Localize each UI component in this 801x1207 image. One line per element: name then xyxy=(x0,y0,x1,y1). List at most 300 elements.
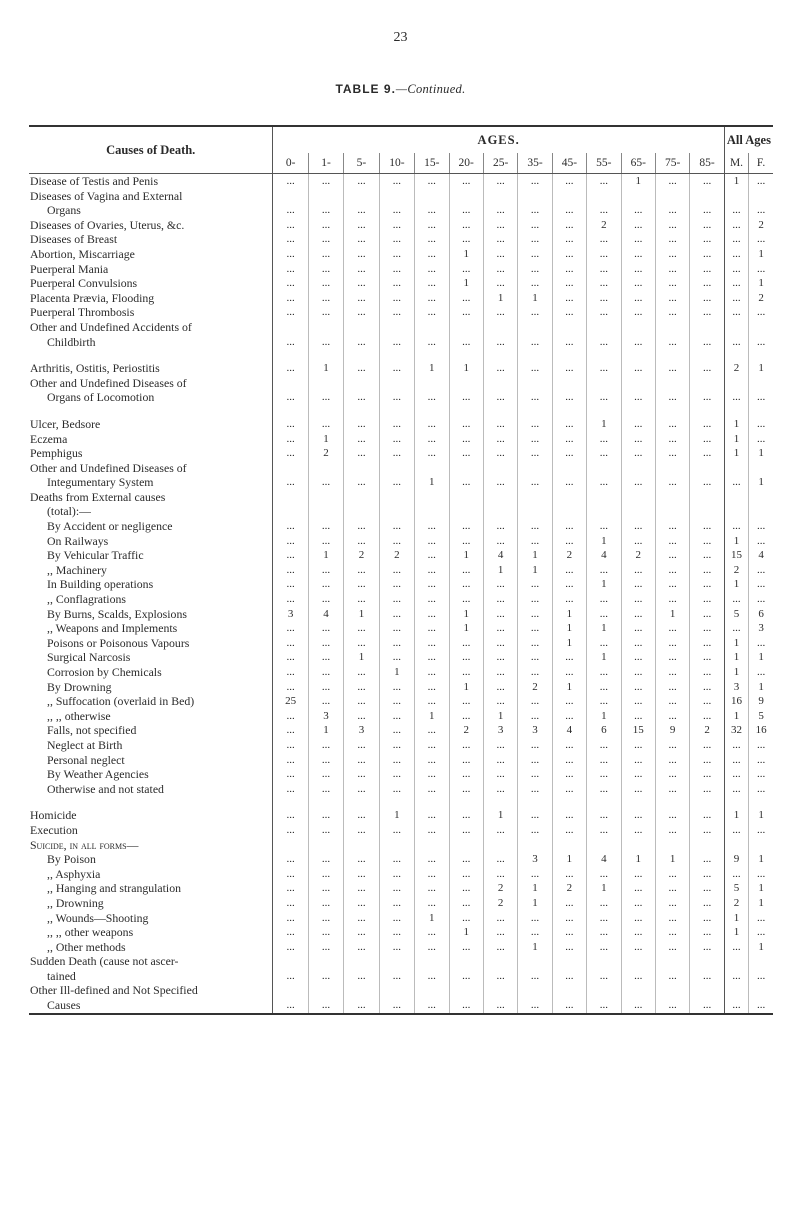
age-count-cell: ... xyxy=(621,607,655,622)
age-count-cell: ... xyxy=(552,247,586,262)
empty-cell xyxy=(273,504,308,519)
age-count-cell: ... xyxy=(518,808,552,823)
male-total-cell: 9 xyxy=(724,852,748,867)
age-count-cell: ... xyxy=(552,534,586,549)
age-count-cell: ... xyxy=(518,925,552,940)
age-count-cell: ... xyxy=(518,782,552,797)
empty-cell xyxy=(449,983,483,998)
age-count-cell: 1 xyxy=(449,680,483,695)
age-count-cell: ... xyxy=(552,823,586,838)
empty-cell xyxy=(552,461,586,476)
empty-cell xyxy=(552,954,586,969)
age-count-cell: ... xyxy=(690,174,725,189)
age-count-cell: ... xyxy=(449,782,483,797)
female-total-cell: 16 xyxy=(749,723,773,738)
age-count-cell: ... xyxy=(655,247,689,262)
age-count-cell: ... xyxy=(655,475,689,490)
age-count-cell: ... xyxy=(344,709,379,724)
age-count-cell: ... xyxy=(587,896,621,911)
age-count-cell: ... xyxy=(655,911,689,926)
empty-cell xyxy=(449,504,483,519)
age-count-cell: ... xyxy=(690,432,725,447)
age-count-cell: ... xyxy=(621,753,655,768)
table-row xyxy=(29,218,773,233)
spacer-row xyxy=(29,405,773,417)
age-count-cell: ... xyxy=(518,203,552,218)
age-count-cell: ... xyxy=(621,636,655,651)
empty-cell xyxy=(621,838,655,853)
male-total-cell: ... xyxy=(724,823,748,838)
age-count-cell: ... xyxy=(379,577,414,592)
table-row xyxy=(29,247,773,262)
age-count-cell: ... xyxy=(415,823,449,838)
cause-label: Organs of Locomotion xyxy=(29,390,273,405)
age-count-cell: ... xyxy=(621,432,655,447)
age-count-cell: ... xyxy=(483,218,517,233)
age-count-cell: ... xyxy=(655,203,689,218)
age-count-cell: ... xyxy=(483,577,517,592)
empty-cell xyxy=(690,461,725,476)
age-count-cell: ... xyxy=(344,592,379,607)
age-count-cell: ... xyxy=(415,767,449,782)
age-count-cell: ... xyxy=(449,446,483,461)
age-count-cell: ... xyxy=(415,519,449,534)
empty-cell xyxy=(273,490,308,505)
empty-cell xyxy=(483,838,517,853)
empty-cell xyxy=(552,490,586,505)
empty-cell xyxy=(273,983,308,998)
age-count-cell: ... xyxy=(483,911,517,926)
age-count-cell: ... xyxy=(552,592,586,607)
female-total-cell: ... xyxy=(749,417,773,432)
male-total-cell: 1 xyxy=(724,650,748,665)
age-count-cell: ... xyxy=(344,621,379,636)
empty-cell xyxy=(379,504,414,519)
age-count-cell: ... xyxy=(518,753,552,768)
age-group-header: 65- xyxy=(621,153,655,174)
age-count-cell: ... xyxy=(552,305,586,320)
age-count-cell: ... xyxy=(286,911,295,924)
age-count-cell: ... xyxy=(449,896,483,911)
male-total-cell: ... xyxy=(724,519,748,534)
age-count-cell: ... xyxy=(286,593,295,606)
age-count-cell: ... xyxy=(344,852,379,867)
age-count-cell: ... xyxy=(379,680,414,695)
age-group-header: 1- xyxy=(308,153,343,174)
male-total-cell: 1 xyxy=(724,808,748,823)
age-count-cell: ... xyxy=(621,417,655,432)
age-count-cell: ... xyxy=(415,335,449,350)
age-count-cell: ... xyxy=(483,925,517,940)
age-count-cell: ... xyxy=(621,881,655,896)
age-count-cell: ... xyxy=(518,519,552,534)
table-row xyxy=(29,954,773,969)
age-count-cell: ... xyxy=(621,577,655,592)
age-count-cell: ... xyxy=(449,767,483,782)
age-count-cell: 1 xyxy=(587,881,621,896)
age-count-cell: ... xyxy=(621,767,655,782)
age-count-cell: 2 xyxy=(379,548,414,563)
age-count-cell: ... xyxy=(344,417,379,432)
table-row xyxy=(29,577,773,592)
age-count-cell: ... xyxy=(690,911,725,926)
cause-label: Diseases of Ovaries, Uterus, &c. xyxy=(29,218,273,233)
spacer-cell xyxy=(724,405,748,417)
age-count-cell: ... xyxy=(344,203,379,218)
age-count-cell: ... xyxy=(286,476,295,489)
cause-label: Personal neglect xyxy=(29,753,273,768)
age-count-cell: ... xyxy=(286,896,295,909)
age-count-cell: ... xyxy=(655,709,689,724)
female-total-cell: ... xyxy=(749,636,773,651)
age-count-cell: ... xyxy=(286,969,295,982)
empty-cell xyxy=(552,983,586,998)
age-count-cell: ... xyxy=(344,738,379,753)
empty-cell xyxy=(415,838,449,853)
ages-header: AGES. xyxy=(273,126,724,153)
empty-cell xyxy=(690,320,725,335)
cause-label: Childbirth xyxy=(29,335,273,350)
age-count-cell: ... xyxy=(518,738,552,753)
age-count-cell: ... xyxy=(379,203,414,218)
table-row xyxy=(29,276,773,291)
age-count-cell: ... xyxy=(552,174,586,189)
spacer-cell xyxy=(552,796,586,808)
spacer-cell xyxy=(415,405,449,417)
cause-label: Pemphigus xyxy=(29,446,273,461)
age-count-cell: ... xyxy=(690,291,725,306)
table-row xyxy=(29,305,773,320)
age-count-cell: ... xyxy=(621,808,655,823)
age-count-cell: 1 xyxy=(449,276,483,291)
cause-label: Other and Undefined Diseases of xyxy=(29,376,273,391)
empty-cell xyxy=(518,461,552,476)
empty-cell xyxy=(308,504,343,519)
age-count-cell: ... xyxy=(552,577,586,592)
age-count-cell: ... xyxy=(415,305,449,320)
empty-cell xyxy=(655,376,689,391)
age-count-cell: 3 xyxy=(344,723,379,738)
age-count-cell: ... xyxy=(655,276,689,291)
age-count-cell: 1 xyxy=(379,808,414,823)
empty-cell xyxy=(552,838,586,853)
age-count-cell: ... xyxy=(415,881,449,896)
age-count-cell: ... xyxy=(552,896,586,911)
spacer-cell xyxy=(29,405,273,417)
cause-label: By Weather Agencies xyxy=(29,767,273,782)
age-count-cell: ... xyxy=(690,680,725,695)
age-count-cell: ... xyxy=(286,809,295,822)
age-count-cell: ... xyxy=(552,335,586,350)
age-count-cell: ... xyxy=(587,782,621,797)
table-row xyxy=(29,189,773,204)
spacer-cell xyxy=(29,796,273,808)
age-count-cell: ... xyxy=(379,335,414,350)
age-count-cell: 1 xyxy=(587,650,621,665)
age-count-cell: 1 xyxy=(518,563,552,578)
age-count-cell: ... xyxy=(449,738,483,753)
male-total-cell: ... xyxy=(724,867,748,882)
male-total-cell: 1 xyxy=(724,709,748,724)
age-count-cell: 1 xyxy=(449,548,483,563)
age-count-cell: ... xyxy=(379,247,414,262)
female-total-cell: 3 xyxy=(749,621,773,636)
age-count-cell: ... xyxy=(655,305,689,320)
empty-cell xyxy=(344,189,379,204)
age-count-cell: ... xyxy=(621,534,655,549)
age-count-cell: ... xyxy=(655,577,689,592)
age-count-cell: ... xyxy=(449,519,483,534)
empty-cell xyxy=(621,954,655,969)
table-title-label: TABLE 9. xyxy=(335,82,396,96)
male-total-cell: ... xyxy=(724,291,748,306)
age-count-cell: ... xyxy=(587,738,621,753)
age-count-cell: ... xyxy=(621,475,655,490)
female-total-cell: ... xyxy=(749,519,773,534)
female-total-cell: ... xyxy=(749,390,773,405)
age-count-cell: ... xyxy=(483,174,517,189)
age-count-cell: ... xyxy=(587,335,621,350)
age-count-cell: ... xyxy=(552,232,586,247)
age-count-cell: ... xyxy=(308,232,343,247)
table-row xyxy=(29,432,773,447)
age-count-cell: 1 xyxy=(344,650,379,665)
age-count-cell: ... xyxy=(518,621,552,636)
empty-cell xyxy=(690,983,725,998)
age-count-cell: ... xyxy=(690,881,725,896)
empty-cell xyxy=(749,189,773,204)
age-count-cell: ... xyxy=(415,218,449,233)
empty-cell xyxy=(655,504,689,519)
age-count-cell: ... xyxy=(690,577,725,592)
age-count-cell: ... xyxy=(587,911,621,926)
age-count-cell: ... xyxy=(655,808,689,823)
empty-cell xyxy=(749,954,773,969)
age-count-cell: ... xyxy=(552,432,586,447)
age-count-cell: ... xyxy=(483,247,517,262)
age-count-cell: ... xyxy=(690,519,725,534)
age-count-cell: ... xyxy=(483,969,517,984)
age-count-cell: ... xyxy=(621,563,655,578)
spacer-cell xyxy=(587,405,621,417)
empty-cell xyxy=(552,376,586,391)
age-count-cell: ... xyxy=(483,782,517,797)
age-count-cell: ... xyxy=(415,446,449,461)
age-count-cell: ... xyxy=(286,432,295,445)
age-count-cell: ... xyxy=(690,592,725,607)
male-total-cell: ... xyxy=(724,276,748,291)
female-total-cell: ... xyxy=(749,577,773,592)
age-count-cell: ... xyxy=(621,291,655,306)
spacer-cell xyxy=(308,349,343,361)
age-count-cell: ... xyxy=(308,852,343,867)
age-count-cell: ... xyxy=(449,305,483,320)
empty-cell xyxy=(415,376,449,391)
empty-cell xyxy=(655,838,689,853)
cause-label: ,, ,, other weapons xyxy=(29,925,273,940)
male-total-cell: 5 xyxy=(724,881,748,896)
age-count-cell: ... xyxy=(286,680,295,693)
cause-label: Deaths from External causes xyxy=(29,490,273,505)
age-count-cell: ... xyxy=(344,636,379,651)
age-count-cell: ... xyxy=(379,361,414,376)
age-count-cell: ... xyxy=(344,896,379,911)
spacer-cell xyxy=(690,349,725,361)
cause-label: ,, Drowning xyxy=(29,896,273,911)
age-count-cell: ... xyxy=(552,738,586,753)
spacer-cell xyxy=(344,796,379,808)
age-count-cell: ... xyxy=(415,174,449,189)
age-group-header: 45- xyxy=(552,153,586,174)
age-count-cell: ... xyxy=(655,592,689,607)
spacer-cell xyxy=(587,349,621,361)
female-total-cell: 1 xyxy=(749,852,773,867)
table-row xyxy=(29,519,773,534)
age-count-cell: ... xyxy=(552,218,586,233)
age-count-cell: ... xyxy=(552,361,586,376)
cause-label: Ulcer, Bedsore xyxy=(29,417,273,432)
age-count-cell: ... xyxy=(308,911,343,926)
age-count-cell: ... xyxy=(587,808,621,823)
empty-cell xyxy=(273,954,308,969)
spacer-cell xyxy=(655,405,689,417)
age-count-cell: ... xyxy=(379,432,414,447)
age-count-cell: ... xyxy=(621,203,655,218)
age-count-cell: ... xyxy=(286,520,295,533)
age-count-cell: ... xyxy=(415,621,449,636)
age-count-cell: ... xyxy=(552,475,586,490)
age-count-cell: ... xyxy=(518,174,552,189)
empty-cell xyxy=(690,490,725,505)
age-count-cell: ... xyxy=(483,607,517,622)
age-count-cell: ... xyxy=(518,665,552,680)
spacer-cell xyxy=(449,796,483,808)
empty-cell xyxy=(483,504,517,519)
age-count-cell: ... xyxy=(344,694,379,709)
table-row xyxy=(29,694,773,709)
empty-cell xyxy=(379,376,414,391)
age-count-cell: ... xyxy=(690,607,725,622)
age-count-cell: ... xyxy=(690,823,725,838)
empty-cell xyxy=(308,320,343,335)
age-count-cell: ... xyxy=(286,666,295,678)
all-ages-header: All Ages xyxy=(724,126,773,153)
empty-cell xyxy=(621,320,655,335)
age-count-cell: ... xyxy=(379,694,414,709)
age-count-cell: ... xyxy=(344,940,379,955)
table-row xyxy=(29,852,773,867)
table-row xyxy=(29,881,773,896)
age-count-cell: ... xyxy=(655,534,689,549)
female-total-cell: ... xyxy=(749,534,773,549)
age-count-cell: ... xyxy=(690,782,725,797)
age-count-cell: ... xyxy=(286,823,295,836)
age-count-cell: ... xyxy=(379,174,414,189)
age-count-cell: ... xyxy=(621,218,655,233)
spacer-cell xyxy=(415,349,449,361)
age-count-cell: ... xyxy=(449,262,483,277)
age-count-cell: ... xyxy=(655,782,689,797)
age-count-cell: ... xyxy=(655,823,689,838)
cause-label: Other and Undefined Diseases of xyxy=(29,461,273,476)
age-count-cell: ... xyxy=(344,925,379,940)
age-count-cell: ... xyxy=(587,174,621,189)
age-count-cell: ... xyxy=(690,738,725,753)
cause-label: Causes xyxy=(29,998,273,1014)
table-row xyxy=(29,925,773,940)
female-total-cell: ... xyxy=(749,174,773,189)
age-count-cell: ... xyxy=(415,925,449,940)
age-count-cell: 2 xyxy=(518,680,552,695)
male-total-cell: ... xyxy=(724,390,748,405)
female-total-cell: 2 xyxy=(749,218,773,233)
age-count-cell: 1 xyxy=(587,621,621,636)
age-count-cell: ... xyxy=(308,577,343,592)
cause-label: Diseases of Vagina and External xyxy=(29,189,273,204)
age-count-cell: ... xyxy=(415,390,449,405)
spacer-cell xyxy=(621,349,655,361)
age-count-cell: ... xyxy=(552,519,586,534)
age-count-cell: ... xyxy=(344,563,379,578)
spacer-cell xyxy=(552,349,586,361)
age-count-cell: ... xyxy=(286,724,295,737)
age-count-cell: ... xyxy=(415,607,449,622)
age-count-cell: ... xyxy=(449,577,483,592)
age-count-cell: ... xyxy=(286,306,295,319)
age-count-cell: ... xyxy=(308,592,343,607)
age-count-cell: 3 xyxy=(287,607,294,620)
spacer-cell xyxy=(449,405,483,417)
age-count-cell: ... xyxy=(308,940,343,955)
age-count-cell: ... xyxy=(449,291,483,306)
age-count-cell: ... xyxy=(518,592,552,607)
empty-cell xyxy=(518,320,552,335)
female-total-cell: ... xyxy=(749,262,773,277)
age-count-cell: ... xyxy=(344,753,379,768)
male-total-cell: ... xyxy=(724,998,748,1014)
empty-cell xyxy=(518,983,552,998)
age-count-cell: ... xyxy=(344,361,379,376)
age-count-cell: ... xyxy=(449,232,483,247)
male-total-cell: 32 xyxy=(724,723,748,738)
age-count-cell: 1 xyxy=(308,548,343,563)
age-count-cell: ... xyxy=(483,335,517,350)
age-count-cell: ... xyxy=(655,335,689,350)
age-count-cell: 1 xyxy=(308,723,343,738)
age-count-cell: ... xyxy=(552,782,586,797)
age-count-cell: ... xyxy=(690,361,725,376)
empty-cell xyxy=(724,504,748,519)
cause-label: Corrosion by Chemicals xyxy=(29,665,273,680)
table-row xyxy=(29,723,773,738)
age-count-cell: ... xyxy=(415,548,449,563)
female-total-cell: ... xyxy=(749,782,773,797)
age-count-cell: ... xyxy=(690,621,725,636)
age-count-cell: ... xyxy=(415,417,449,432)
male-header: M. xyxy=(724,153,748,174)
empty-cell xyxy=(344,320,379,335)
age-count-cell: 3 xyxy=(518,723,552,738)
age-count-cell: ... xyxy=(690,475,725,490)
age-count-cell: ... xyxy=(655,548,689,563)
age-count-cell: ... xyxy=(449,636,483,651)
empty-cell xyxy=(749,320,773,335)
age-count-cell: ... xyxy=(483,738,517,753)
age-count-cell: ... xyxy=(415,969,449,984)
age-count-cell: ... xyxy=(483,276,517,291)
male-total-cell: 1 xyxy=(724,665,748,680)
age-count-cell: ... xyxy=(379,782,414,797)
